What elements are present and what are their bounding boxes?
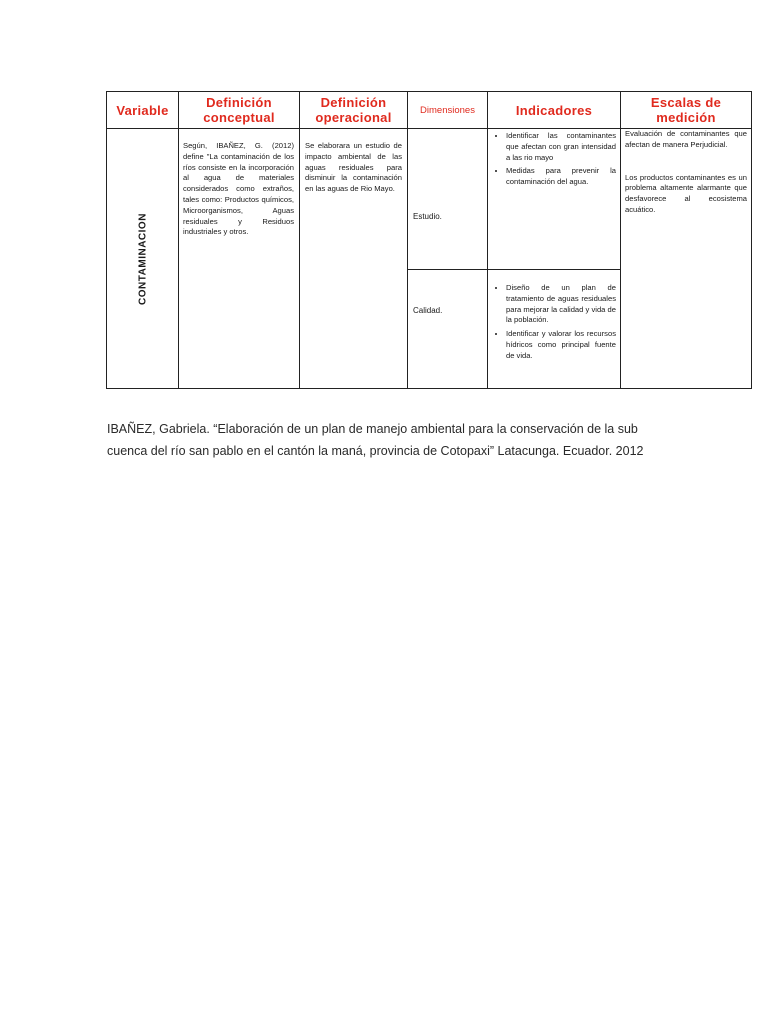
variable-cell	[107, 129, 179, 389]
table-row	[107, 129, 752, 270]
header-operational-definition: Definición operacional	[300, 92, 408, 129]
conceptual-definition-cell	[179, 129, 300, 389]
operational-definition-text: Se elaborara un estudio de impacto ambiental de las aguas residuales para disminuir la contaminación en las aguas de Rio Mayo.	[305, 141, 402, 194]
header-measurement-scales: Escalas de medición	[621, 92, 752, 129]
measurement-scales-cell	[621, 129, 752, 389]
list-item: • Identificar las contaminantes que afectan con gran intensidad a las rio mayo	[506, 131, 616, 163]
dimension-label-quality: Calidad.	[413, 306, 443, 315]
indicator-list	[488, 129, 620, 188]
list-item: • Medidas para prevenir la contaminación del agua.	[506, 166, 616, 188]
dimension-cell-quality	[408, 270, 488, 389]
indicators-cell-study	[488, 129, 621, 270]
dimension-cell-study	[408, 129, 488, 270]
scale-paragraph: Los productos contaminantes es un problema altamente alarmante que desfavorece al ecosistema acuático.	[625, 172, 747, 214]
operationalization-table	[106, 91, 752, 389]
list-item: • Diseño de un plan de tratamiento de aguas residuales para mejorar la calidad y vida de la población.	[506, 283, 616, 326]
header-variable: Variable	[107, 92, 179, 129]
measurement-scales-text	[621, 129, 751, 216]
indicator-list	[488, 270, 620, 362]
header-indicators: Indicadores	[488, 92, 621, 129]
header-conceptual-definition: Definición conceptual	[179, 92, 300, 129]
variable-name: CONTAMINACION	[137, 212, 148, 305]
dimension-label-study: Estudio.	[413, 212, 442, 221]
indicators-cell-quality	[488, 270, 621, 389]
list-item: • Identificar y valorar los recursos hídricos como principal fuente de vida.	[506, 329, 616, 361]
header-dimensions: Dimensiones	[408, 92, 488, 129]
bibliographic-citation: IBAÑEZ, Gabriela. “Elaboración de un plan de manejo ambiental para la conservación de la sub cuenca del río san pablo en el cantón la maná, provincia de Cotopaxi” Latacunga. Ecuador. 2012	[107, 422, 644, 458]
operational-definition-cell	[300, 129, 408, 389]
conceptual-definition-text: Según, IBAÑEZ, G. (2012) define "La contaminación de los ríos consiste en la incorporación al agua de materiales considerados como extraños, tales como: Productos químicos, Microorganismos, Aguas residuales y Residuos industriales y otros.	[183, 141, 294, 237]
table-header-row	[107, 92, 752, 129]
scale-paragraph: Evaluación de contaminantes que afectan de manera Perjudicial.	[625, 129, 747, 149]
